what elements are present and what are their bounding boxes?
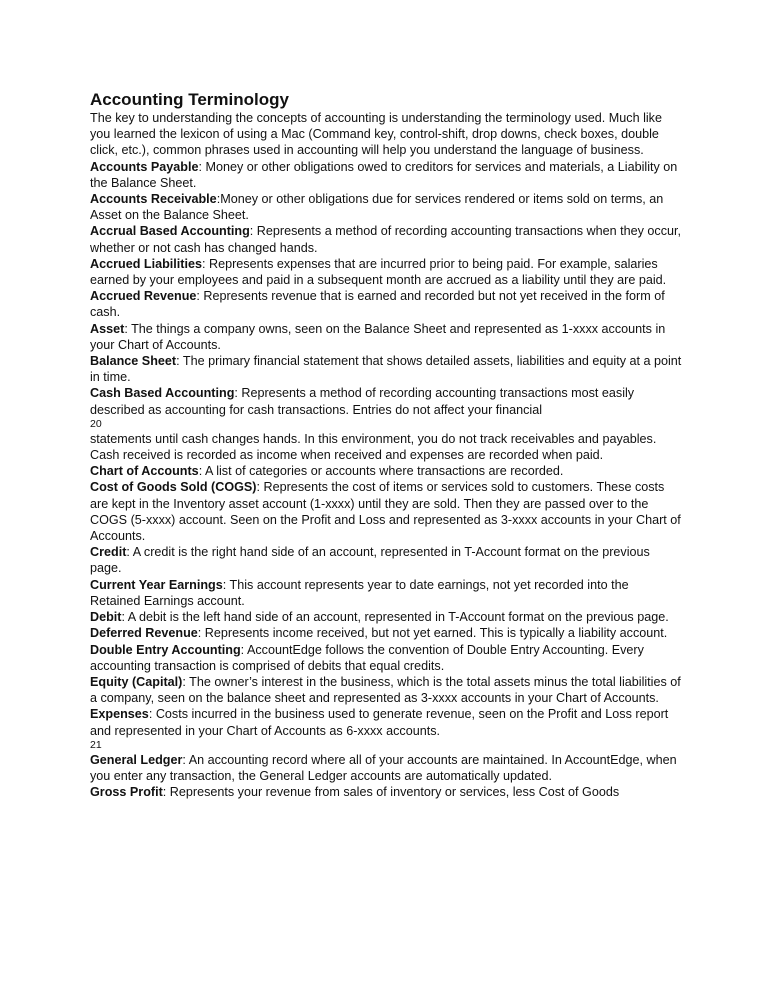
glossary-separator: : [197,626,205,641]
glossary-definition: Represents revenue that is earned and recorded but not yet received in the form of cash. [90,289,665,320]
document-page [90,90,682,800]
glossary-term: Accrued Liabilities [90,256,202,271]
glossary-entry [90,353,682,385]
glossary-term: Accrued Revenue [90,289,197,304]
glossary-term: Chart of Accounts [90,464,199,479]
glossary-term: Cash Based Accounting [90,386,235,401]
glossary-separator: : [182,674,190,689]
glossary-separator: : [148,707,156,722]
glossary-term: Expenses [90,707,149,722]
glossary-term: Debit [90,610,122,625]
glossary-term: Gross Profit [90,785,163,800]
glossary-separator: : [176,354,183,369]
glossary-separator: : [240,642,247,657]
glossary-separator: : [198,464,205,479]
glossary-separator: : [234,386,242,401]
glossary-definition: A debit is the left hand side of an account, represented in T-Account format on the previous page. [127,610,669,625]
glossary-separator: : [216,192,221,207]
glossary-entry [90,288,682,320]
glossary-definition: Represents expenses that are incurred prior to being paid. For example, salaries earned by your employees and paid in a subsequent month are accrued as a liability until they are paid. [90,256,667,288]
glossary-term: Asset [90,321,125,336]
glossary-definition: Represents a method of recording accounting transactions when they occur, whether or not cash has changed hands. [90,224,682,255]
glossary-definition: A list of categories or accounts where transactions are recorded. [205,464,564,479]
glossary-entry [90,609,682,625]
glossary-term: Accrual Based Accounting [90,224,250,239]
glossary-entries-2 [90,463,682,738]
glossary-entry [90,642,682,674]
glossary-entries-3 [90,752,682,801]
glossary-term: Credit [90,545,127,560]
glossary-separator: : [249,224,257,239]
glossary-entry [90,674,682,706]
glossary-separator: : [126,545,133,560]
glossary-entry [90,223,682,255]
glossary-definition: An accounting record where all of your accounts are maintained. In AccountEdge, when you enter any transaction, the General Ledger accounts are automatically updated. [90,752,677,783]
glossary-definition: Represents the cost of items or services sold to customers. These costs are kept in the Inventory asset account (1-xxxx) until they are sold. Then they are passed over to the COGS (5-xxxx) account. Seen on the Profit and Loss and represented as 3-xxxx accounts in your Chart of Accounts. [90,480,681,544]
glossary-entries-1 [90,159,682,418]
glossary-entry [90,752,682,784]
glossary-term: General Ledger [90,752,183,767]
glossary-definition: The owner’s interest in the business, which is the total assets minus the total liabilities of a company, seen on the balance sheet and represented as 3-xxxx accounts in your Chart of Accounts. [90,674,681,706]
glossary-entry [90,625,682,641]
glossary-entry [90,706,682,738]
glossary-entry [90,463,682,479]
page-title: Accounting Terminology [90,90,289,109]
glossary-definition: Money or other obligations owed to creditors for services and materials, a Liability on the Balance Sheet. [90,159,678,190]
glossary-term: Current Year Earnings [90,577,223,592]
page-number: 20 [90,417,102,430]
glossary-term: Balance Sheet [90,354,177,369]
glossary-definition: The primary financial statement that shows detailed assets, liabilities and equity at a point in time. [90,354,682,385]
continuation-paragraph: statements until cash changes hands. In this environment, you do not track receivables and payables. Cash received is recorded as income when received and expenses are recorded when paid. [90,431,657,463]
glossary-definition: The things a company owns, seen on the Balance Sheet and represented as 1-xxxx accounts in your Chart of Accounts. [90,321,666,352]
glossary-term: Accounts Receivable [90,192,217,207]
glossary-entry [90,479,682,544]
glossary-term: Double Entry Accounting [90,642,241,657]
glossary-entry [90,385,682,417]
glossary-entry [90,159,682,191]
glossary-separator: : [124,321,132,336]
page-number: 21 [90,738,102,751]
glossary-separator: : [256,480,264,495]
glossary-definition: Money or other obligations due for services rendered or items sold on terms, an Asset on the Balance Sheet. [90,192,664,223]
glossary-definition: A credit is the right hand side of an account, represented in T-Account format on the previous page. [90,545,650,576]
glossary-separator: : [182,752,189,767]
glossary-definition: Costs incurred in the business used to generate revenue, seen on the Profit and Loss report and represented in your Chart of Accounts as 6-xxxx accounts. [90,707,669,738]
glossary-entry [90,191,682,223]
glossary-entry [90,577,682,609]
glossary-separator: : [222,577,230,592]
glossary-definition: Represents your revenue from sales of inventory or services, less Cost of Goods [169,785,620,800]
glossary-definition: Represents income received, but not yet earned. This is typically a liability account. [204,626,668,641]
glossary-term: Accounts Payable [90,159,199,174]
glossary-term: Cost of Goods Sold (COGS) [90,480,257,495]
glossary-separator: : [198,159,206,174]
intro-paragraph: The key to understanding the concepts of accounting is understanding the terminology used. Much like you learned the lexicon of using a Mac (Command key, control-shift, drop downs, check boxes, double click, etc.), common phrases used in accounting will help you understand the language of business. [90,111,662,158]
glossary-term: Deferred Revenue [90,626,198,641]
glossary-entry [90,321,682,353]
glossary-definition: This account represents year to date earnings, not yet recorded into the Retained Earnings account. [90,577,629,608]
glossary-entry [90,544,682,576]
glossary-separator: : [121,610,128,625]
glossary-separator: : [201,256,209,271]
glossary-separator: : [162,785,170,800]
glossary-term: Equity (Capital) [90,674,183,689]
glossary-definition: AccountEdge follows the convention of Double Entry Accounting. Every accounting transaction is comprised of debits that equal credits. [90,642,644,673]
glossary-entry [90,784,682,800]
glossary-definition: Represents a method of recording accounting transactions most easily described as accounting for cash transactions. Entries do not affect your financial [90,386,635,417]
glossary-entry [90,256,682,288]
glossary-separator: : [196,289,204,304]
